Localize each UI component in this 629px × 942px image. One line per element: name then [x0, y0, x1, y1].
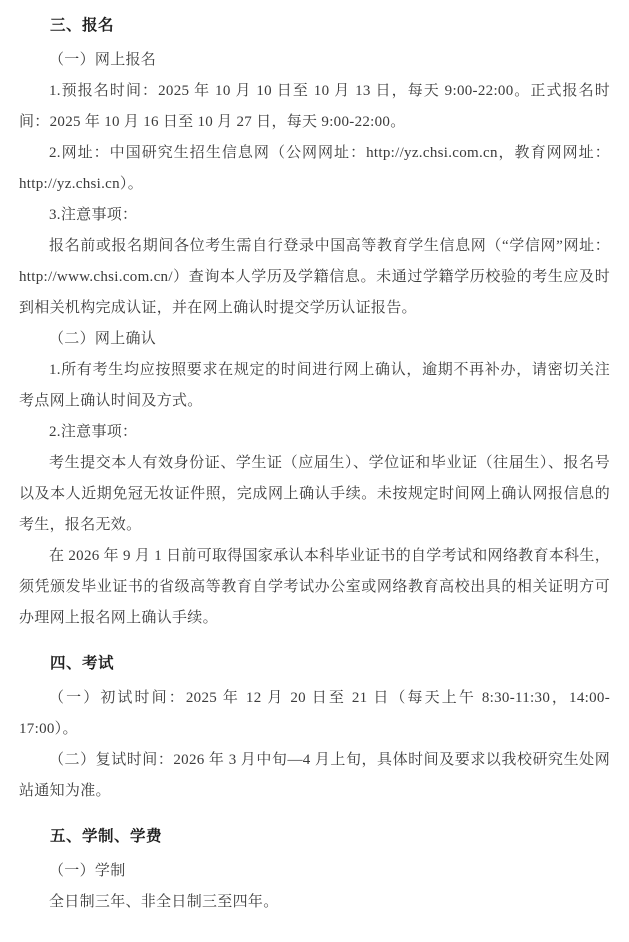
- para-subheading-duration: （一）学制: [49, 863, 126, 879]
- para-initial-exam-time: （一）初试时间：2025 年 12 月 20 日至 21 日（每天上午 8:30-11:30，14:00-17:00）。: [19, 690, 610, 737]
- para-preregistration-time: 1.预报名时间：2025 年 10 月 10 日至 10 月 13 日，每天 9:00-22:00。正式报名时间：2025 年 10 月 16 日至 10 月 27 日，每天 9:00-22:00。: [19, 83, 610, 130]
- para-confirmation-notes-label: 2.注意事项：: [49, 424, 138, 440]
- para-subheading-online-registration: （一）网上报名: [49, 52, 157, 68]
- para-self-study-certificate-rule: 在 2026 年 9 月 1 日前可取得国家承认本科毕业证书的自学考试和网络教育本科生，须凭颁发毕业证书的省级高等教育自学考试办公室或网络教育高校出具的相关证明方可办理网上报名网上确认手续。: [19, 548, 610, 626]
- para-confirmation-requirement: 1.所有考生均应按照要求在规定的时间进行网上确认，逾期不再补办，请密切关注考点网上确认时间及方式。: [19, 362, 610, 409]
- para-registration-website: 2.网址：中国研究生招生信息网（公网网址：http://yz.chsi.com.cn，教育网网址：http://yz.chsi.cn）。: [19, 145, 610, 192]
- para-duration-detail: 全日制三年、非全日制三至四年。: [49, 894, 279, 910]
- para-subheading-online-confirmation: （二）网上确认: [49, 331, 157, 347]
- heading-section-3-registration: 三、报名: [50, 17, 115, 34]
- para-registration-notes-detail: 报名前或报名期间各位考生需自行登录中国高等教育学生信息网（“学信网”网址：http://www.chsi.com.cn/）查询本人学历及学籍信息。未通过学籍学历校验的考生应及时到相关机构完成认证，并在网上确认时提交学历认证报告。: [19, 238, 610, 316]
- para-registration-notes-label: 3.注意事项：: [49, 207, 138, 223]
- para-confirmation-materials: 考生提交本人有效身份证、学生证（应届生）、学位证和毕业证（往届生）、报名号以及本人近期免冠无妆证件照，完成网上确认手续。未按规定时间网上确认网报信息的考生，报名无效。: [19, 455, 610, 533]
- heading-section-4-examination: 四、考试: [50, 655, 115, 672]
- heading-section-5-duration-tuition: 五、学制、学费: [50, 828, 163, 845]
- para-retest-time: （二）复试时间：2026 年 3 月中旬—4 月上旬，具体时间及要求以我校研究生处网站通知为准。: [19, 752, 610, 799]
